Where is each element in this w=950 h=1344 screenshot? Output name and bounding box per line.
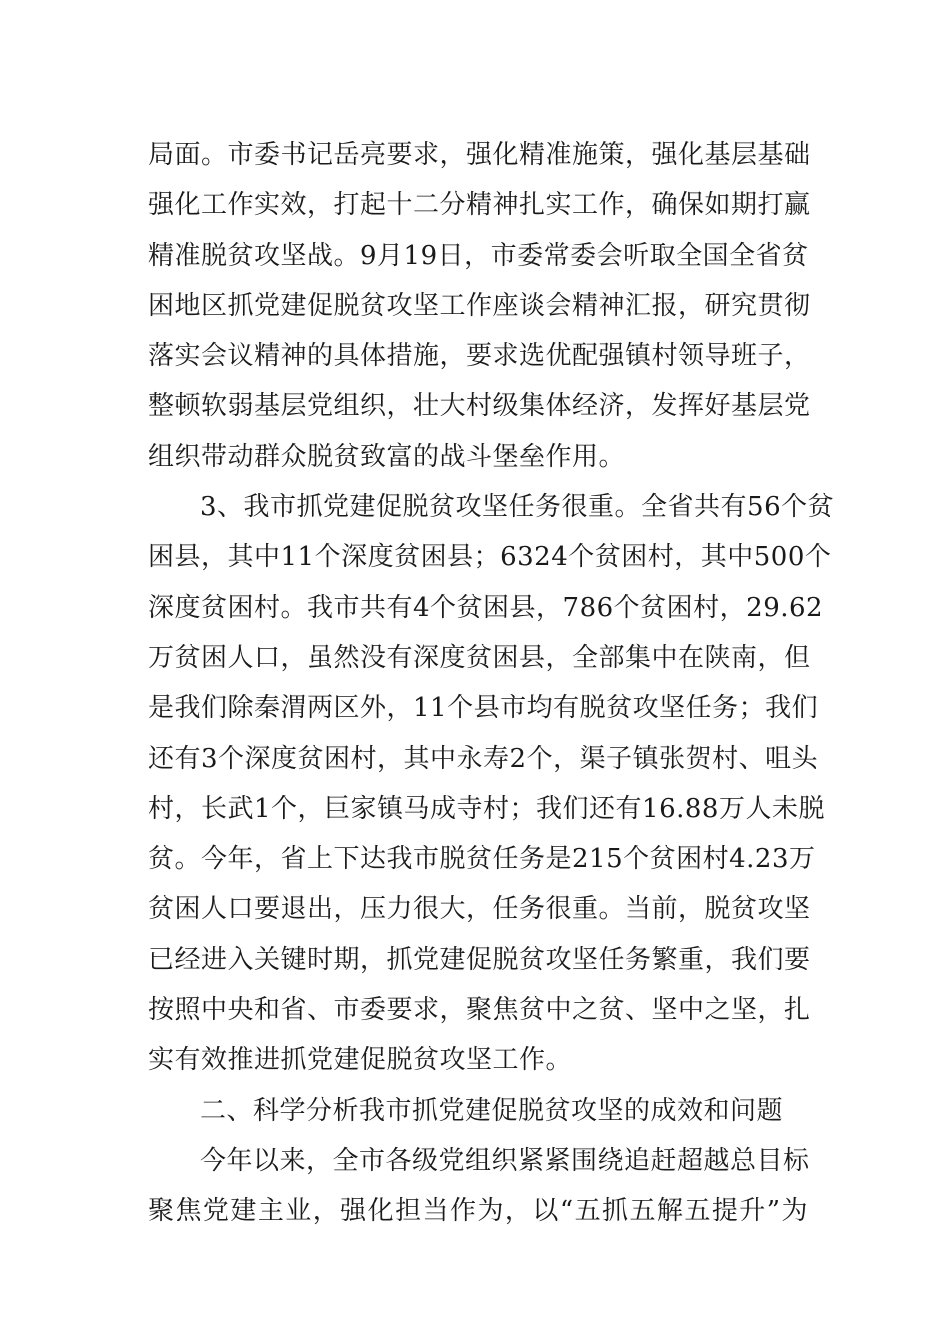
text-line: 已经进入关键时期，抓党建促脱贫攻坚任务繁重，我们要: [148, 944, 811, 975]
text-line: 贫。今年，省上下达我市脱贫任务是215个贫困村4.23万: [148, 844, 816, 875]
text-line: 今年以来，全市各级党组织紧紧围绕追赶超越总目标: [200, 1145, 810, 1176]
text-line: 困县，其中11个深度贫困县；6324个贫困村，其中500个: [148, 542, 832, 573]
text-line: 还有3个深度贫困村，其中永寿2个，渠子镇张贺村、咀头: [148, 743, 819, 774]
text-line: 贫困人口要退出，压力很大，任务很重。当前，脱贫攻坚: [148, 894, 811, 925]
text-line: 深度贫困村。我市共有4个贫困县，786个贫困村，29.62: [148, 592, 824, 623]
text-line: 村，长武1个，巨家镇马成寺村；我们还有16.88万人未脱: [148, 793, 825, 824]
text-line: 实有效推进抓党建促脱贫攻坚工作。: [148, 1045, 573, 1076]
text-line: 3、我市抓党建促脱贫攻坚任务很重。全省共有56个贫: [200, 492, 835, 523]
text-line: 精准脱贫攻坚战。9月19日，市委常委会听取全国全省贫: [148, 240, 809, 271]
section-heading: 二、科学分析我市抓党建促脱贫攻坚的成效和问题: [200, 1095, 784, 1126]
text-line: 是我们除秦渭两区外，11个县市均有脱贫攻坚任务；我们: [148, 693, 819, 724]
text-line: 困地区抓党建促脱贫攻坚工作座谈会精神汇报，研究贯彻: [148, 290, 811, 321]
text-line: 按照中央和省、市委要求，聚焦贫中之贫、坚中之坚，扎: [148, 995, 811, 1026]
text-line: 强化工作实效，打起十二分精神扎实工作，确保如期打赢: [148, 190, 811, 221]
text-line: 整顿软弱基层党组织，壮大村级集体经济，发挥好基层党: [148, 391, 811, 422]
text-line: 落实会议精神的具体措施，要求选优配强镇村领导班子，: [148, 341, 811, 372]
text-line: 聚焦党建主业，强化担当作为，以“五抓五解五提升”为: [148, 1196, 808, 1227]
text-line: 万贫困人口，虽然没有深度贫困县，全部集中在陕南，但: [148, 642, 811, 673]
document-body: [148, 130, 835, 1237]
text-line: 局面。市委书记岳亮要求，强化精准施策，强化基层基础: [148, 140, 811, 170]
text-line: 组织带动群众脱贫致富的战斗堡垒作用。: [148, 441, 626, 472]
